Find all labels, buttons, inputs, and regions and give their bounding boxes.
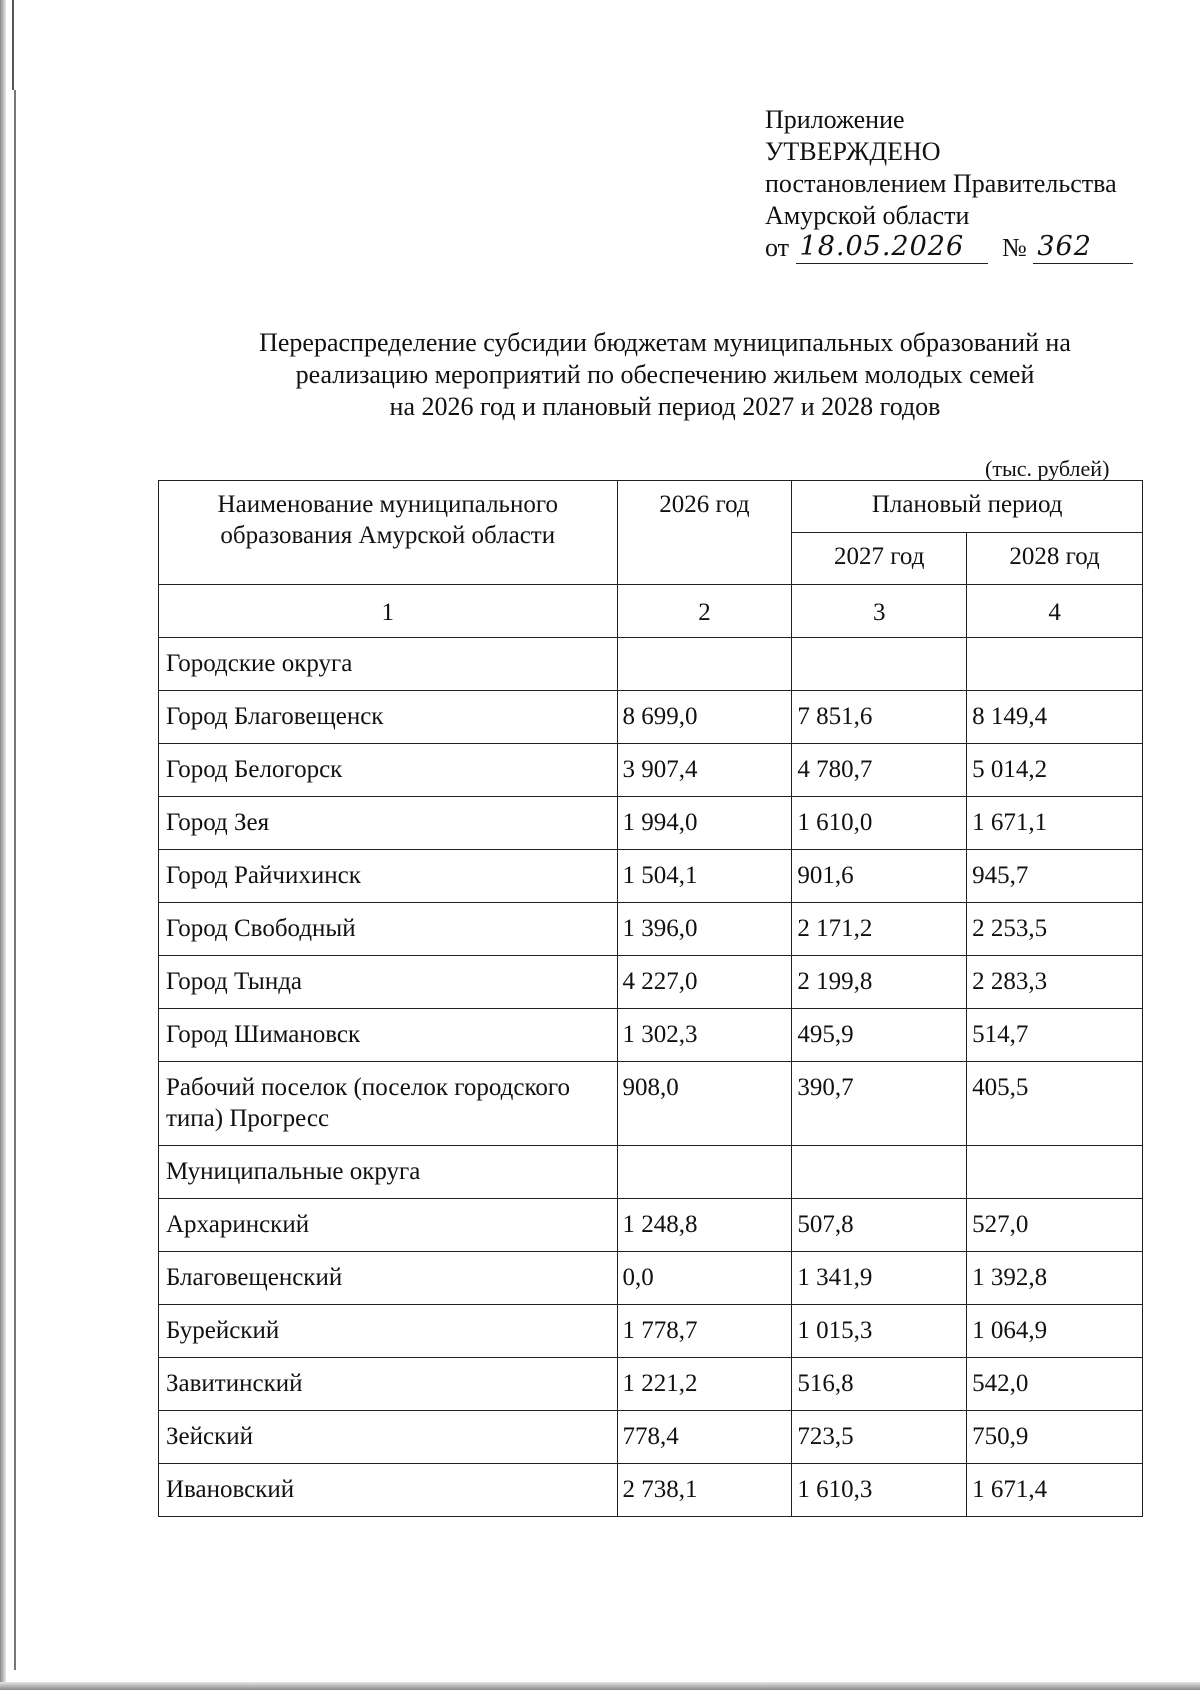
column-number: 4 bbox=[967, 585, 1143, 638]
row-value-2028: 542,0 bbox=[967, 1358, 1143, 1411]
table-row bbox=[159, 1464, 1143, 1517]
table-row bbox=[159, 956, 1143, 1009]
row-name: Благовещенский bbox=[159, 1252, 618, 1305]
row-name: Городские округа bbox=[159, 638, 618, 691]
scan-artifact-line-top bbox=[12, 0, 14, 90]
approval-resolution: постановлением Правительства bbox=[765, 169, 1117, 198]
row-value-2028: 5 014,2 bbox=[967, 744, 1143, 797]
row-name: Город Тында bbox=[159, 956, 618, 1009]
row-value-2028: 2 283,3 bbox=[967, 956, 1143, 1009]
row-name: Город Шимановск bbox=[159, 1009, 618, 1062]
row-name: Бурейский bbox=[159, 1305, 618, 1358]
row-value-2028: 1 392,8 bbox=[967, 1252, 1143, 1305]
row-name: Зейский bbox=[159, 1411, 618, 1464]
title-line-1: Перераспределение субсидии бюджетам муниципальных образований на bbox=[259, 328, 1071, 357]
row-value-2027: 1 341,9 bbox=[792, 1252, 967, 1305]
row-value-2026: 778,4 bbox=[617, 1411, 792, 1464]
row-value-2027: 516,8 bbox=[792, 1358, 967, 1411]
row-value-2027: 2 171,2 bbox=[792, 903, 967, 956]
title-line-3: на 2026 год и плановый период 2027 и 2028 годов bbox=[389, 392, 941, 421]
row-name: Рабочий поселок (поселок городского типа) Прогресс bbox=[159, 1062, 618, 1146]
title-line-2: реализацию мероприятий по обеспечению жильем молодых семей bbox=[295, 360, 1035, 389]
row-name: Город Белогорск bbox=[159, 744, 618, 797]
row-value-2026: 1 302,3 bbox=[617, 1009, 792, 1062]
table-row bbox=[159, 1062, 1143, 1146]
row-value-2028: 1 671,1 bbox=[967, 797, 1143, 850]
table-row bbox=[159, 744, 1143, 797]
row-value-2027: 901,6 bbox=[792, 850, 967, 903]
row-value-2027: 1 015,3 bbox=[792, 1305, 967, 1358]
row-name: Город Свободный bbox=[159, 903, 618, 956]
row-value-2027: 2 199,8 bbox=[792, 956, 967, 1009]
row-value-2027: 507,8 bbox=[792, 1199, 967, 1252]
number-prefix: № bbox=[1002, 233, 1027, 262]
number-field bbox=[1033, 233, 1133, 264]
table-row bbox=[159, 1358, 1143, 1411]
row-value-2026: 1 994,0 bbox=[617, 797, 792, 850]
row-name: Ивановский bbox=[159, 1464, 618, 1517]
approval-approved: УТВЕРЖДЕНО bbox=[765, 137, 941, 166]
scan-artifact-line-left bbox=[14, 90, 16, 1670]
table-header-row bbox=[159, 481, 1143, 533]
row-value-2027 bbox=[792, 1146, 967, 1199]
approval-date-line bbox=[765, 232, 1185, 264]
table-row bbox=[159, 691, 1143, 744]
table-row bbox=[159, 638, 1143, 691]
row-value-2027: 1 610,3 bbox=[792, 1464, 967, 1517]
document-title bbox=[150, 327, 1180, 423]
row-value-2028: 1 064,9 bbox=[967, 1305, 1143, 1358]
header-planned-period: Плановый период bbox=[792, 481, 1143, 533]
column-number: 2 bbox=[617, 585, 792, 638]
column-number: 1 bbox=[159, 585, 618, 638]
row-value-2028: 405,5 bbox=[967, 1062, 1143, 1146]
row-value-2026: 1 504,1 bbox=[617, 850, 792, 903]
row-value-2028: 750,9 bbox=[967, 1411, 1143, 1464]
row-name: Муниципальные округа bbox=[159, 1146, 618, 1199]
row-value-2026: 1 221,2 bbox=[617, 1358, 792, 1411]
row-value-2027 bbox=[792, 638, 967, 691]
scan-shadow-bottom bbox=[0, 1682, 1200, 1690]
subsidy-table bbox=[158, 480, 1143, 1517]
row-value-2026: 1 778,7 bbox=[617, 1305, 792, 1358]
column-number-row bbox=[159, 585, 1143, 638]
row-value-2028: 514,7 bbox=[967, 1009, 1143, 1062]
row-value-2026: 8 699,0 bbox=[617, 691, 792, 744]
table-row bbox=[159, 1305, 1143, 1358]
row-value-2027: 4 780,7 bbox=[792, 744, 967, 797]
column-number: 3 bbox=[792, 585, 967, 638]
approval-region: Амурской области bbox=[765, 201, 970, 230]
row-name: Город Благовещенск bbox=[159, 691, 618, 744]
handwritten-date: 18.05.2026 bbox=[799, 231, 965, 262]
row-name: Архаринский bbox=[159, 1199, 618, 1252]
row-value-2028: 527,0 bbox=[967, 1199, 1143, 1252]
table-row bbox=[159, 1009, 1143, 1062]
table-row bbox=[159, 1252, 1143, 1305]
table-row bbox=[159, 903, 1143, 956]
row-name: Город Зея bbox=[159, 797, 618, 850]
table-row bbox=[159, 850, 1143, 903]
row-value-2026: 2 738,1 bbox=[617, 1464, 792, 1517]
row-value-2027: 7 851,6 bbox=[792, 691, 967, 744]
table-row bbox=[159, 1199, 1143, 1252]
row-value-2028: 1 671,4 bbox=[967, 1464, 1143, 1517]
row-value-2026: 3 907,4 bbox=[617, 744, 792, 797]
header-name: Наименование муниципального образования Амурской области bbox=[159, 481, 618, 585]
approval-block bbox=[765, 104, 1185, 264]
row-value-2026 bbox=[617, 638, 792, 691]
row-value-2027: 723,5 bbox=[792, 1411, 967, 1464]
header-2026: 2026 год bbox=[617, 481, 792, 585]
row-value-2028 bbox=[967, 638, 1143, 691]
row-value-2026: 4 227,0 bbox=[617, 956, 792, 1009]
handwritten-number: 362 bbox=[1037, 231, 1092, 262]
row-value-2027: 1 610,0 bbox=[792, 797, 967, 850]
row-value-2026: 1 396,0 bbox=[617, 903, 792, 956]
row-value-2028 bbox=[967, 1146, 1143, 1199]
row-value-2026 bbox=[617, 1146, 792, 1199]
row-name: Город Райчихинск bbox=[159, 850, 618, 903]
unit-label: (тыс. рублей) bbox=[985, 456, 1110, 481]
row-value-2027: 390,7 bbox=[792, 1062, 967, 1146]
scan-shadow-left bbox=[0, 0, 6, 1690]
table-row bbox=[159, 1411, 1143, 1464]
row-value-2026: 908,0 bbox=[617, 1062, 792, 1146]
approval-appendix: Приложение bbox=[765, 105, 905, 134]
row-value-2028: 8 149,4 bbox=[967, 691, 1143, 744]
row-value-2028: 2 253,5 bbox=[967, 903, 1143, 956]
date-prefix: от bbox=[765, 233, 790, 262]
row-value-2027: 495,9 bbox=[792, 1009, 967, 1062]
row-value-2026: 0,0 bbox=[617, 1252, 792, 1305]
table-row bbox=[159, 1146, 1143, 1199]
row-value-2028: 945,7 bbox=[967, 850, 1143, 903]
row-value-2026: 1 248,8 bbox=[617, 1199, 792, 1252]
date-field bbox=[796, 233, 988, 264]
header-2027: 2027 год bbox=[792, 533, 967, 585]
row-name: Завитинский bbox=[159, 1358, 618, 1411]
table-row bbox=[159, 797, 1143, 850]
header-2028: 2028 год bbox=[967, 533, 1143, 585]
